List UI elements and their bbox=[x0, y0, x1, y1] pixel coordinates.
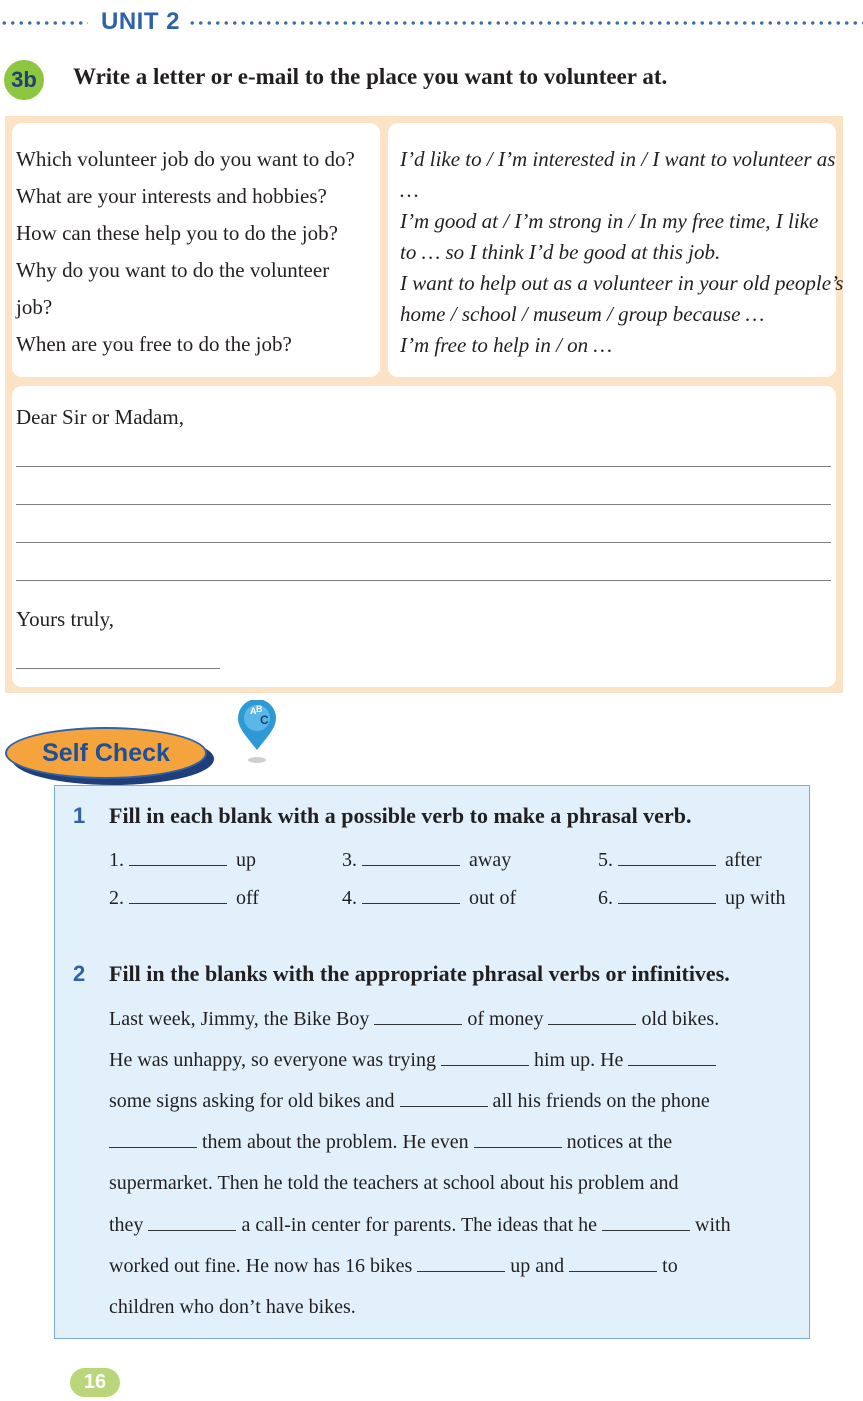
answer-blank[interactable] bbox=[474, 1133, 562, 1148]
answer-blank[interactable] bbox=[129, 889, 227, 904]
item-number: 4. bbox=[342, 887, 357, 909]
writing-line[interactable] bbox=[16, 580, 831, 581]
phrasal-item bbox=[342, 887, 516, 910]
passage-text: all his friends on the phone bbox=[492, 1090, 710, 1112]
question: When are you free to do the job? bbox=[16, 332, 292, 356]
exercise-number: 1 bbox=[73, 803, 86, 828]
passage-line bbox=[109, 1255, 678, 1278]
answer-blank[interactable] bbox=[569, 1257, 657, 1272]
item-word: up bbox=[236, 849, 256, 871]
answer-blank[interactable] bbox=[362, 889, 460, 904]
task-title: Write a letter or e-mail to the place you want to volunteer at. bbox=[73, 64, 668, 89]
passage-text: them about the problem. He even bbox=[202, 1131, 469, 1153]
item-word: up with bbox=[725, 887, 786, 909]
question: Why do you want to do the volunteer bbox=[16, 258, 330, 282]
item-word: away bbox=[469, 849, 512, 871]
section-badge: 3b bbox=[4, 60, 44, 100]
answer-blank[interactable] bbox=[618, 851, 716, 866]
item-number: 3. bbox=[342, 849, 357, 871]
question: Which volunteer job do you want to do? bbox=[16, 147, 355, 171]
item-word: off bbox=[236, 887, 259, 909]
passage-line bbox=[109, 1049, 716, 1072]
answer-blank[interactable] bbox=[548, 1010, 636, 1025]
idea-line: I want to help out as a volunteer in your old people’s bbox=[400, 271, 844, 295]
item-number: 5. bbox=[598, 849, 613, 871]
passage-text: of money bbox=[467, 1008, 544, 1030]
svg-text:C: C bbox=[260, 713, 269, 727]
passage-line bbox=[109, 1008, 719, 1031]
passage-text: to bbox=[662, 1255, 678, 1277]
answer-blank[interactable] bbox=[628, 1051, 716, 1066]
phrasal-item bbox=[598, 887, 786, 910]
passage-text: him up. He bbox=[533, 1049, 624, 1071]
passage-text: Last week, Jimmy, the Bike Boy bbox=[109, 1008, 370, 1030]
idea-line: I’d like to / I’m interested in / I want to volunteer as bbox=[400, 147, 836, 171]
question: What are your interests and hobbies? bbox=[16, 184, 327, 208]
answer-blank[interactable] bbox=[618, 889, 716, 904]
passage-line bbox=[109, 1131, 672, 1154]
passage-line bbox=[109, 1090, 710, 1113]
idea-line: … bbox=[400, 178, 419, 202]
abc-pin-icon bbox=[236, 700, 280, 770]
self-check-label: Self Check bbox=[5, 727, 207, 779]
passage-line bbox=[109, 1214, 731, 1237]
item-number: 1. bbox=[109, 849, 124, 871]
passage-line bbox=[109, 1172, 678, 1195]
phrasal-item bbox=[342, 849, 511, 872]
writing-line[interactable] bbox=[16, 504, 831, 505]
phrasal-item bbox=[109, 849, 256, 872]
passage-text: worked out fine. He now has 16 bikes bbox=[109, 1255, 413, 1277]
answer-blank[interactable] bbox=[148, 1216, 236, 1231]
passage-text: old bikes. bbox=[641, 1008, 720, 1030]
letter-greeting: Dear Sir or Madam, bbox=[16, 405, 184, 429]
passage-text: a call-in center for parents. The ideas that he bbox=[241, 1214, 598, 1236]
exercise-number: 2 bbox=[73, 961, 86, 986]
idea-line: to … so I think I’d be good at this job. bbox=[400, 240, 721, 264]
answer-blank[interactable] bbox=[374, 1010, 462, 1025]
passage-text: up and bbox=[510, 1255, 565, 1277]
idea-line: home / school / museum / group because … bbox=[400, 302, 765, 326]
answer-blank[interactable] bbox=[602, 1216, 690, 1231]
writing-line[interactable] bbox=[16, 466, 831, 467]
answer-blank[interactable] bbox=[400, 1092, 488, 1107]
header-dots-right bbox=[188, 21, 863, 25]
passage-text: supermarket. Then he told the teachers at school about his problem and bbox=[109, 1172, 679, 1194]
exercise-title: Fill in each blank with a possible verb to make a phrasal verb. bbox=[109, 803, 692, 828]
question: How can these help you to do the job? bbox=[16, 221, 338, 245]
answer-blank[interactable] bbox=[109, 1133, 197, 1148]
unit-title: UNIT 2 bbox=[101, 8, 181, 35]
passage-line bbox=[109, 1296, 356, 1319]
signature-line[interactable] bbox=[16, 668, 220, 669]
writing-line[interactable] bbox=[16, 542, 831, 543]
passage-text: some signs asking for old bikes and bbox=[109, 1090, 395, 1112]
svg-text:A: A bbox=[250, 706, 257, 716]
letter-closing: Yours truly, bbox=[16, 607, 115, 631]
letter-card bbox=[12, 386, 836, 687]
answer-blank[interactable] bbox=[441, 1051, 529, 1066]
question: job? bbox=[16, 295, 53, 319]
passage-text: He was unhappy, so everyone was trying bbox=[109, 1049, 436, 1071]
item-word: out of bbox=[469, 887, 517, 909]
passage-text: they bbox=[109, 1214, 144, 1236]
passage-text: notices at the bbox=[566, 1131, 673, 1153]
answer-blank[interactable] bbox=[417, 1257, 505, 1272]
phrasal-item bbox=[598, 849, 762, 872]
answer-blank[interactable] bbox=[129, 851, 227, 866]
passage-text: children who don’t have bikes. bbox=[109, 1296, 356, 1318]
header-dots-left bbox=[0, 21, 88, 25]
exercise-title: Fill in the blanks with the appropriate phrasal verbs or infinitives. bbox=[109, 961, 730, 986]
item-number: 6. bbox=[598, 887, 613, 909]
phrasal-item bbox=[109, 887, 259, 910]
svg-text:B: B bbox=[256, 704, 263, 714]
passage-text: with bbox=[695, 1214, 731, 1236]
idea-line: I’m good at / I’m strong in / In my free time, I like bbox=[400, 209, 819, 233]
item-number: 2. bbox=[109, 887, 124, 909]
item-word: after bbox=[725, 849, 762, 871]
idea-line: I’m free to help in / on … bbox=[400, 333, 613, 357]
page-number: 16 bbox=[70, 1368, 120, 1397]
answer-blank[interactable] bbox=[362, 851, 460, 866]
